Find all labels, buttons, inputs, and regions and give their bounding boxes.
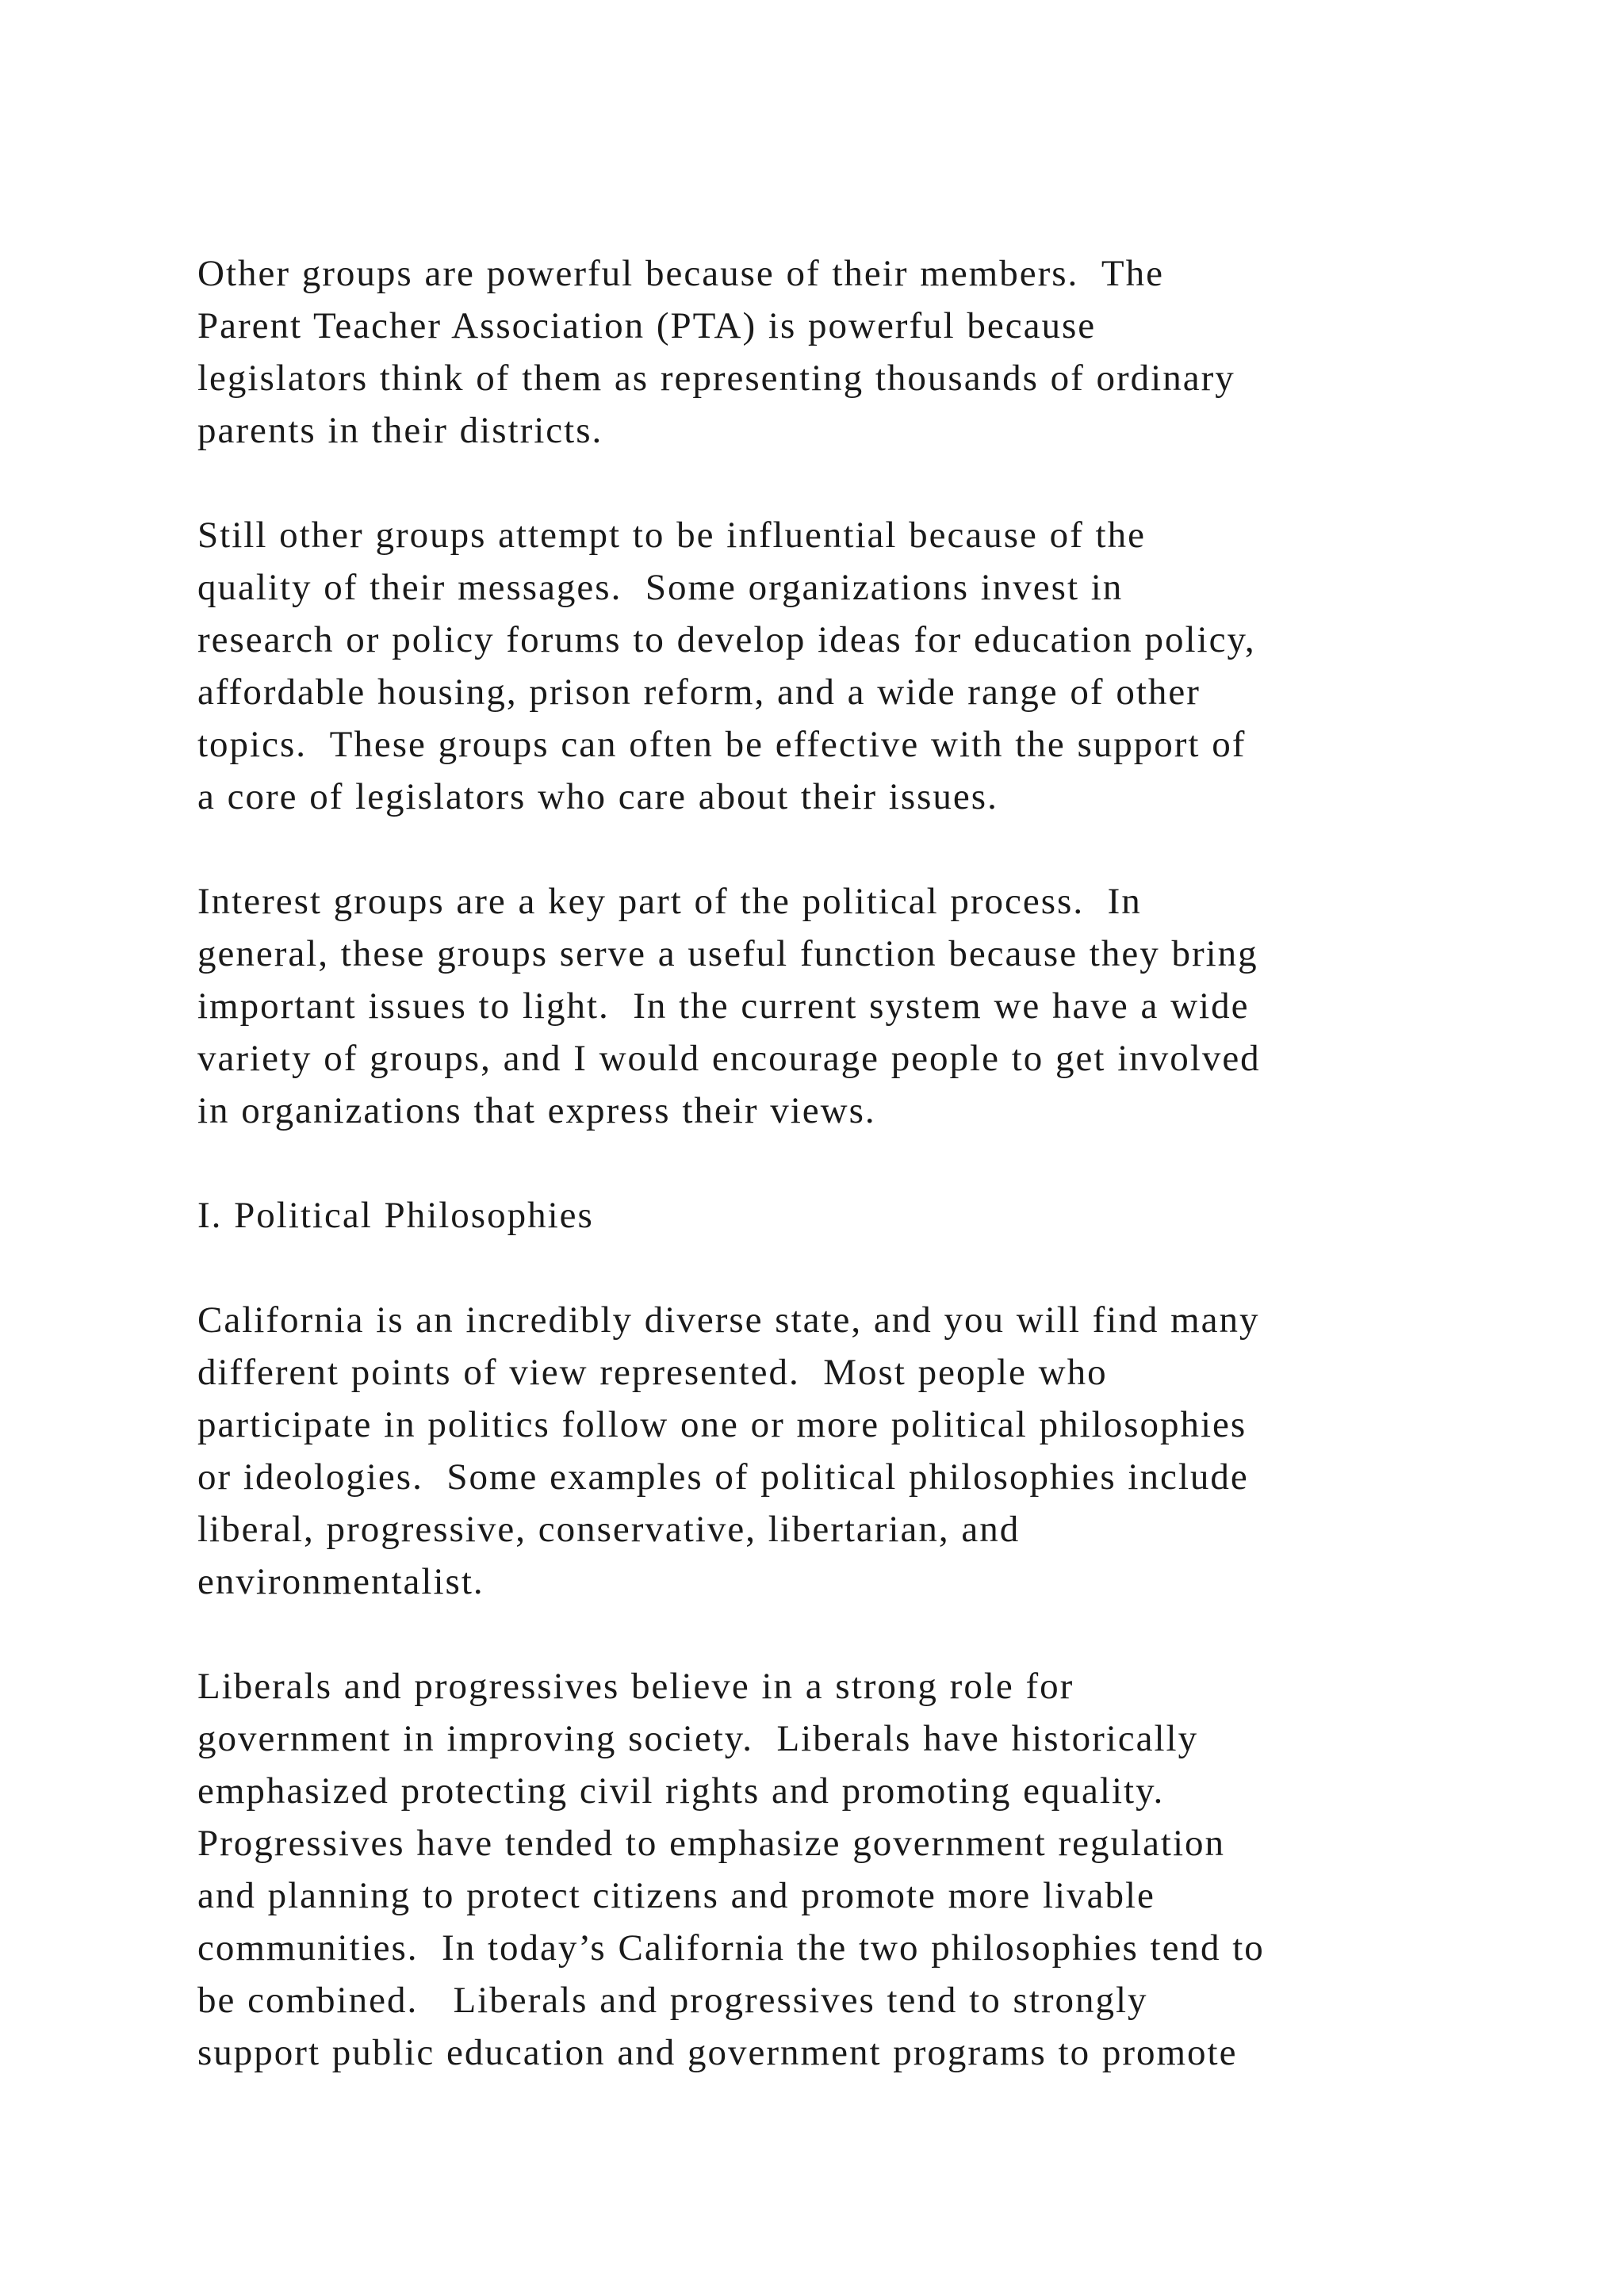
text-line: or ideologies. Some examples of political philosophies include [197,1456,1249,1498]
text-line: legislators think of them as representing thousands of ordinary [197,358,1235,399]
text-line: parents in their districts. [197,410,603,451]
text-line: important issues to light. In the current system we have a wide [197,985,1250,1027]
text-line: California is an incredibly diverse state, and you will find many [197,1299,1260,1341]
text-line: Liberals and progressives believe in a strong role for [197,1666,1074,1707]
text-line: communities. In today’s California the two philosophies tend to [197,1927,1265,1969]
paragraph-liberals-progressives [197,1660,1498,2079]
text-line: in organizations that express their views. [197,1090,876,1131]
text-line: government in improving society. Liberals have historically [197,1718,1199,1759]
text-line: Parent Teacher Association (PTA) is powerful because [197,305,1097,346]
text-line: different points of view represented. Most people who [197,1352,1108,1393]
text-line: Progressives have tended to emphasize government regulation [197,1823,1226,1864]
text-line: quality of their messages. Some organizations invest in [197,567,1124,608]
text-line: variety of groups, and I would encourage people to get involved [197,1038,1261,1079]
text-line: Interest groups are a key part of the political process. In [197,881,1142,922]
text-line: liberal, progressive, conservative, libertarian, and [197,1509,1021,1550]
paragraph-interest-groups [197,875,1498,1137]
text-line: be combined. Liberals and progressives tend to strongly [197,1980,1148,2021]
document-body [197,247,1498,2079]
text-line: affordable housing, prison reform, and a wide range of other [197,672,1201,713]
text-line: participate in politics follow one or more political philosophies [197,1404,1247,1445]
text-line: Still other groups attempt to be influential because of the [197,515,1146,556]
section-heading-text: I. Political Philosophies [197,1195,594,1236]
paragraph-diversity [197,1294,1498,1608]
text-line: environmentalist. [197,1561,485,1602]
paragraph-member-groups [197,247,1498,457]
text-line: support public education and government programs to promote [197,2032,1238,2073]
paragraph-message-groups [197,509,1498,823]
text-line: research or policy forums to develop ideas for education policy, [197,619,1256,660]
text-line: emphasized protecting civil rights and promoting equality. [197,1770,1165,1812]
text-line: general, these groups serve a useful function because they bring [197,933,1258,974]
text-line: topics. These groups can often be effective with the support of [197,724,1247,765]
text-line: and planning to protect citizens and promote more livable [197,1875,1155,1916]
text-line: a core of legislators who care about their issues. [197,776,998,817]
section-heading [197,1189,1498,1242]
text-line: Other groups are powerful because of their members. The [197,253,1165,294]
